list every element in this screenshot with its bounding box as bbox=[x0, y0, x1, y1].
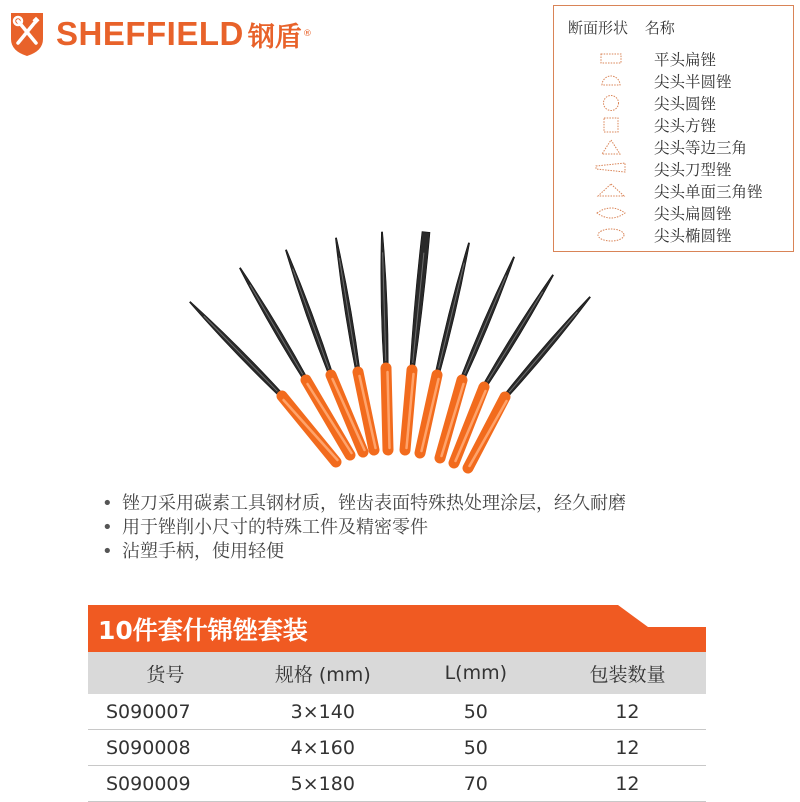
file-blade-highlight bbox=[250, 285, 303, 375]
brand-name-en: SHEFFIELD bbox=[56, 15, 244, 52]
header-pack-qty: 包装数量 bbox=[549, 652, 706, 694]
legend-row bbox=[554, 157, 794, 179]
legend-name: 尖头圆锉 bbox=[654, 95, 717, 113]
legend-name: 尖头刀型锉 bbox=[654, 161, 732, 179]
feature-list bbox=[100, 492, 640, 564]
triangle-section-icon bbox=[598, 138, 624, 156]
legend-row bbox=[554, 201, 794, 223]
file-blade-highlight bbox=[293, 269, 329, 369]
table-row bbox=[88, 730, 706, 766]
cell-spec: 4×160 bbox=[243, 730, 403, 766]
feature-item: • 沾塑手柄，使用轻便 bbox=[100, 540, 640, 564]
file-blade bbox=[460, 257, 515, 381]
file-blade-highlight bbox=[439, 263, 465, 369]
cell-length: 50 bbox=[403, 730, 549, 766]
half-round-section-icon bbox=[598, 72, 624, 88]
feature-item: • 锉刀采用碳素工具钢材质，锉齿表面特殊热处理涂层，经久耐磨 bbox=[100, 492, 640, 516]
table-row bbox=[88, 694, 706, 730]
cross-section-legend bbox=[553, 5, 794, 252]
file-blade bbox=[435, 243, 470, 376]
file-blade bbox=[381, 232, 388, 368]
table-header-row bbox=[88, 652, 706, 694]
legend-name: 尖头扁圆锉 bbox=[654, 205, 732, 223]
wrench-screwdriver-badge-icon bbox=[8, 11, 46, 57]
header-length: L(mm) bbox=[403, 652, 549, 694]
cell-length: 50 bbox=[403, 694, 549, 730]
cell-spec: 5×180 bbox=[243, 766, 403, 802]
cell-pack-qty: 12 bbox=[549, 730, 706, 766]
legend-row bbox=[554, 113, 794, 135]
table-row bbox=[88, 766, 706, 802]
legend-row bbox=[554, 69, 794, 91]
legend-name: 尖头椭圆锉 bbox=[654, 227, 732, 245]
legend-name: 平头扁锉 bbox=[654, 51, 717, 69]
square-section-icon bbox=[598, 116, 624, 134]
knife-section-icon bbox=[594, 160, 628, 176]
cell-item-no: S090008 bbox=[88, 730, 243, 766]
product-title-bar bbox=[88, 605, 706, 652]
cell-length: 70 bbox=[403, 766, 549, 802]
header-spec: 规格 (mm) bbox=[243, 652, 403, 694]
legend-name: 尖头单面三角锉 bbox=[654, 183, 763, 201]
file-blade-highlight bbox=[204, 316, 278, 391]
legend-col-name: 名称 bbox=[644, 19, 675, 37]
legend-name: 尖头半圆锉 bbox=[654, 73, 732, 91]
legend-row bbox=[554, 47, 794, 69]
crossing-section-icon bbox=[594, 204, 628, 222]
legend-name: 尖头等边三角 bbox=[654, 139, 748, 157]
needle-file-set-image bbox=[170, 222, 610, 487]
file-blade bbox=[335, 238, 360, 372]
legend-col-shape: 断面形状 bbox=[568, 19, 629, 37]
barrette-section-icon bbox=[594, 182, 628, 198]
brand-name-cn: 钢盾 bbox=[247, 21, 302, 53]
legend-row bbox=[554, 135, 794, 157]
legend-name: 尖头方锉 bbox=[654, 117, 717, 135]
round-section-icon bbox=[598, 94, 624, 112]
cell-item-no: S090007 bbox=[88, 694, 243, 730]
file-blade bbox=[410, 232, 430, 371]
cell-item-no: S090009 bbox=[88, 766, 243, 802]
cell-pack-qty: 12 bbox=[549, 694, 706, 730]
flat-section-icon bbox=[598, 50, 624, 66]
product-title: 10件套什锦锉套装 bbox=[98, 616, 308, 645]
registered-mark: ® bbox=[302, 29, 312, 39]
spec-table bbox=[88, 652, 706, 802]
feature-item: • 用于锉削小尺寸的特殊工件及精密零件 bbox=[100, 516, 640, 540]
legend-row bbox=[554, 91, 794, 113]
legend-row bbox=[554, 179, 794, 201]
legend-header bbox=[568, 17, 687, 38]
cell-pack-qty: 12 bbox=[549, 766, 706, 802]
cell-spec: 3×140 bbox=[243, 694, 403, 730]
brand-logo bbox=[8, 8, 312, 60]
header-item-no: 货号 bbox=[88, 652, 243, 694]
file-blade-highlight bbox=[339, 258, 357, 365]
